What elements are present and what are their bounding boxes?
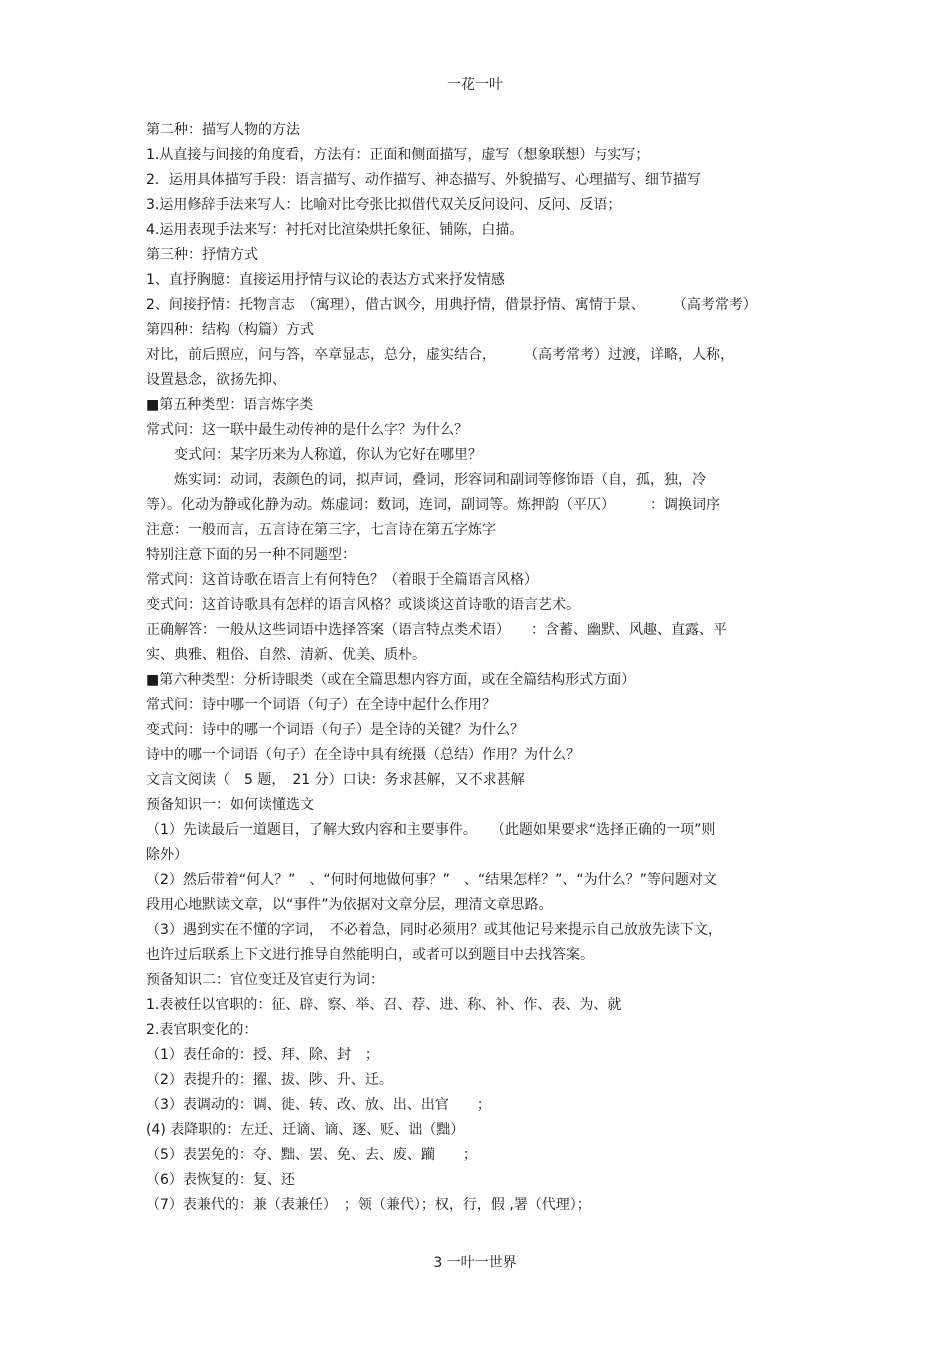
text-line: 1.表被任以官职的：征、辟、察、举、召、荐、进、称、补、作、表、为、就	[146, 997, 622, 1013]
text-line: 文言文阅读（ 5 题， 21 分）口诀：务求甚解，又不求甚解	[146, 772, 525, 788]
text-line: 变式问：这首诗歌具有怎样的语言风格？或谈谈这首诗歌的语言艺术。	[146, 597, 580, 613]
text-line: 炼实词：动词，表颜色的词，拟声词，叠词，形容词和副词等修饰语（自，孤，独，冷	[146, 472, 706, 488]
text-line: 诗中的哪一个词语（句子）在全诗中具有统摄（总结）作用？为什么？	[146, 747, 580, 763]
text-line: 变式问：某字历来为人称道，你认为它好在哪里？	[146, 447, 482, 463]
text-line: 第二种：描写人物的方法	[146, 122, 300, 138]
text-line: 设置悬念，欲扬先抑、	[146, 372, 286, 388]
text-line: 注意：一般而言，五言诗在第三字，七言诗在第五字炼字	[146, 522, 496, 538]
text-line: 常式问：这首诗歌在语言上有何特色？（着眼于全篇语言风格）	[146, 572, 538, 588]
text-line: ■第六种类型：分析诗眼类（或在全篇思想内容方面，或在全篇结构形式方面）	[146, 672, 636, 688]
document-body	[146, 118, 811, 1218]
text-line: （5）表罢免的：夺、黜、罢、免、去、废、躏 ；	[146, 1147, 477, 1163]
text-line: 1.从直接与间接的角度看，方法有：正面和侧面描写，虚写（想象联想）与实写；	[146, 147, 650, 163]
text-line: 常式问：诗中哪一个词语（句子）在全诗中起什么作用？	[146, 697, 496, 713]
text-line: 4.运用表现手法来写：衬托对比渲染烘托象征、铺陈，白描。	[146, 222, 524, 238]
text-line: （2）表提升的：擢、拔、陟、升、迁。	[146, 1072, 393, 1088]
text-line: 除外）	[146, 847, 188, 863]
text-line: 1、直抒胸臆：直接运用抒情与议论的表达方式来抒发情感	[146, 272, 505, 288]
text-line: 正确解答：一般从这些词语中选择答案（语言特点类术语） ：含蓄、幽默、风趣、直露、平	[146, 622, 727, 638]
page-footer: 3 一叶一世界	[433, 1255, 517, 1271]
text-line: （3）表调动的：调、徙、转、改、放、出、出官 ；	[146, 1097, 491, 1113]
text-line: （6）表恢复的：复、还	[146, 1172, 295, 1188]
text-line: （7）表兼代的：兼（表兼任） ；领（兼代）；权，行，假 ,署（代理）；	[146, 1197, 591, 1213]
text-line: （1）先读最后一道题目，了解大致内容和主要事件。 （此题如果要求“选择正确的一项”则	[146, 822, 716, 838]
text-line: （2）然后带着“何人？” 、“何时何地做何事？” 、“结果怎样？”、“为什么？”等问题对文	[146, 872, 717, 888]
text-line: 段用心地默读文章，以“事件”为依据对文章分层，理清文章思路。	[146, 897, 553, 913]
text-line: 2、间接抒情：托物言志 （寓理），借古讽今，用典抒情，借景抒情、寓情于景、 （高考常考）	[146, 297, 757, 313]
text-line: 3.运用修辞手法来写人：比喻对比夸张比拟借代双关反问设问、反问、反语；	[146, 197, 622, 213]
text-line: 也许过后联系上下文进行推导自然能明白，或者可以到题目中去找答案。	[146, 947, 594, 963]
page-header: 一花一叶	[447, 77, 503, 93]
text-line: （3）遇到实在不懂的字词， 不必着急，同时必须用？或其他记号来提示自己放放先读下文，	[146, 922, 722, 938]
text-line: (4) 表降职的：左迁、迁谪、谪、逐、贬、诎（黜）	[146, 1122, 465, 1138]
text-line: 2.表官职变化的：	[146, 1022, 258, 1038]
text-line: 预备知识一：如何读懂选文	[146, 797, 314, 813]
text-line: 对比，前后照应，问与答，卒章显志，总分，虚实结合， （高考常考）过渡，详略，人称，	[146, 347, 734, 363]
text-line: 2．运用具体描写手段：语言描写、动作描写、神态描写、外貌描写、心理描写、细节描写	[146, 172, 701, 188]
text-line: 实、典雅、粗俗、自然、清新、优美、质朴。	[146, 647, 426, 663]
text-line: 等）。化动为静或化静为动。炼虚词：数词，连词，副词等。炼押韵（平仄） ：调换词序	[146, 497, 720, 513]
text-line: 变式问：诗中的哪一个词语（句子）是全诗的关键？为什么？	[146, 722, 524, 738]
text-line: 特别注意下面的另一种不同题型：	[146, 547, 356, 563]
text-line: 常式问：这一联中最生动传神的是什么字？为什么？	[146, 422, 468, 438]
text-line: ■第五种类型：语言炼字类	[146, 397, 314, 413]
text-line: （1）表任命的：授、拜、除、封 ；	[146, 1047, 379, 1063]
text-line: 第三种：抒情方式	[146, 247, 258, 263]
text-line: 第四种：结构（构篇）方式	[146, 322, 314, 338]
text-line: 预备知识二：官位变迁及官吏行为词：	[146, 972, 384, 988]
